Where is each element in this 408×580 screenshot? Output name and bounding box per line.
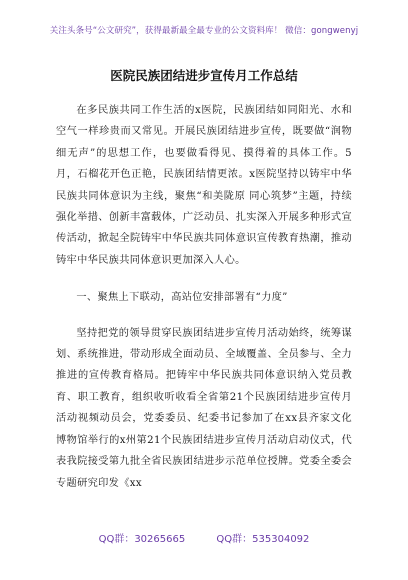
section-heading: 一、聚焦上下联动，高站位安排部署有“力度” (76, 292, 288, 304)
document-body (56, 100, 352, 494)
intro-paragraph: 在多民族共同工作生活的x医院，民族团结如同阳光、水和空气一样珍贵而又常见。开展民族团结进步宣传，既要做“润物细无声”的思想工作，也要做看得见、摸得着的具体工作。5月，石榴花开色正艳，民族团结情更浓。x医院坚持以铸牢中华民族共同体意识为主线，聚焦“和美陇原 同心筑梦”主题，持续强化举措、创新丰富载体，广泛动员、扎实深入开展多种形式宣传活动，掀起全院铸牢中华民族共同体意识宣传教育热潮，推动铸牢中华民族共同体意识更加深入人心。 (56, 105, 352, 266)
body-paragraph: 坚持把党的领导贯穿民族团结进步宣传月活动始终，统筹谋划、系统推进，带动形成全面动员、全域覆盖、全员参与、全力推进的宣传教育格局。把铸牢中华民族共同体意识纳入党员教育、职工教育，组织收听收看全省第21个民族团结进步宣传月活动视频动员会，党委委员、纪委书记参加了在xx县齐家文化博物馆举行的x州第21个民族团结进步宣传月活动启动仪式，代表我院接受第九批全省民族团结进步示范单位授牌。党委全委会专题研究印发《xx (56, 327, 352, 489)
document-title: 医院民族团结进步宣传月工作总结 (110, 68, 298, 83)
header-note: 关注头条号“公文研究”，获得最新最全最专业的公文资料库！ 微信：gongwenyj (49, 26, 359, 36)
footer-qq-group-2: QQ群：535304092 (216, 534, 310, 545)
footer-qq-group-1: QQ群：30265665 (98, 534, 186, 545)
footer (0, 530, 408, 545)
